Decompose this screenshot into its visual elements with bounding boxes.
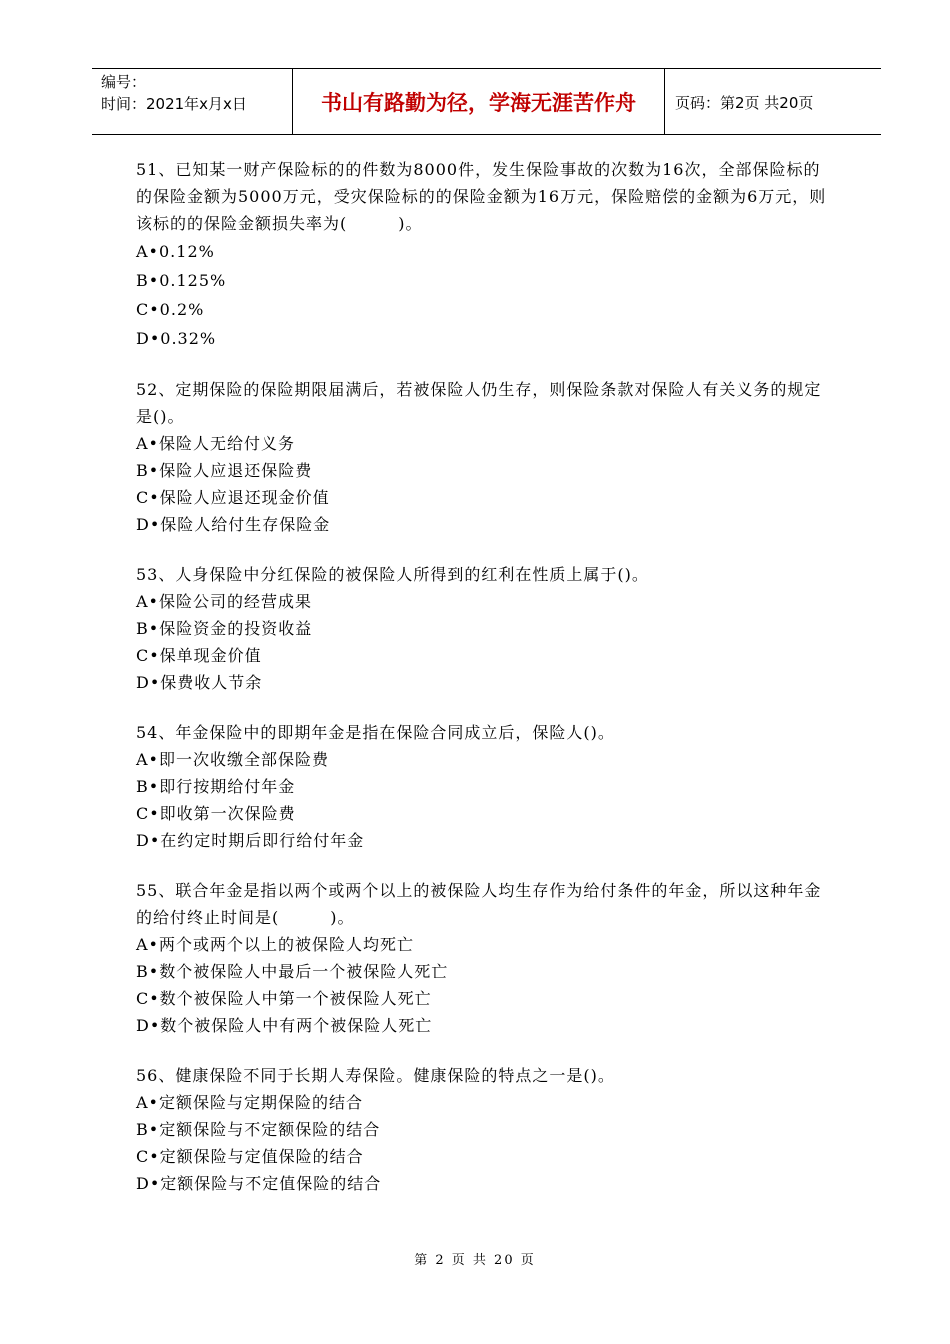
option-b: B•即行按期给付年金 [136, 777, 296, 796]
option-c: C•即收第一次保险费 [136, 804, 296, 823]
option-d: D•0.32% [136, 329, 217, 348]
question-55 [136, 877, 836, 1039]
header-meta [92, 69, 293, 135]
option-d: D•保费收人节余 [136, 673, 263, 692]
option-b: B•0.125% [136, 271, 227, 290]
option-a: A•0.12% [136, 242, 215, 261]
option-d: D•数个被保险人中有两个被保险人死亡 [136, 1016, 433, 1035]
option-a: A•即一次收缴全部保险费 [136, 750, 329, 769]
question-stem: 54、年金保险中的即期年金是指在保险合同成立后，保险人()。 [136, 723, 615, 742]
option-b: B•保险人应退还保险费 [136, 461, 313, 480]
option-c: C•保单现金价值 [136, 646, 262, 665]
question-stem: 53、人身保险中分红保险的被保险人所得到的红利在性质上属于()。 [136, 565, 649, 584]
option-a: A•保险人无给付义务 [136, 434, 295, 453]
question-52 [136, 376, 836, 538]
question-53 [136, 561, 836, 696]
option-c: C•保险人应退还现金价值 [136, 488, 330, 507]
option-a: A•两个或两个以上的被保险人均死亡 [136, 935, 414, 954]
option-c: C•数个被保险人中第一个被保险人死亡 [136, 989, 432, 1008]
header-motto: 书山有路勤为径，学海无涯苦作舟 [293, 69, 665, 135]
question-list [136, 156, 836, 1220]
option-c: C•定额保险与定值保险的结合 [136, 1147, 364, 1166]
question-56 [136, 1062, 836, 1197]
question-51 [136, 156, 836, 353]
number-label: 编号： [101, 73, 147, 91]
question-stem: 51、已知某一财产保险标的的件数为8000件，发生保险事故的次数为16次，全部保险标的的保险金额为5000万元，受灾保险标的的保险金额为16万元，保险赔偿的金额为6万元，则该标的的保险金额损失率为( )。 [136, 160, 827, 233]
option-b: B•定额保险与不定额保险的结合 [136, 1120, 381, 1139]
page-header [92, 68, 881, 135]
question-stem: 52、定期保险的保险期限届满后，若被保险人仍生存，则保险条款对保险人有关义务的规定是()。 [136, 380, 822, 426]
question-stem: 56、健康保险不同于长期人寿保险。健康保险的特点之一是()。 [136, 1066, 615, 1085]
option-d: D•保险人给付生存保险金 [136, 515, 331, 534]
question-stem: 55、联合年金是指以两个或两个以上的被保险人均生存作为给付条件的年金，所以这种年金的给付终止时间是( )。 [136, 881, 822, 927]
question-54 [136, 719, 836, 854]
option-c: C•0.2% [136, 300, 205, 319]
page-footer: 第 2 页 共 20 页 [414, 1253, 536, 1268]
option-d: D•在约定时期后即行给付年金 [136, 831, 365, 850]
time-label: 时间：2021年x月x日 [101, 95, 247, 113]
option-a: A•定额保险与定期保险的结合 [136, 1093, 363, 1112]
option-d: D•定额保险与不定值保险的结合 [136, 1174, 382, 1193]
option-b: B•数个被保险人中最后一个被保险人死亡 [136, 962, 449, 981]
option-b: B•保险资金的投资收益 [136, 619, 313, 638]
header-page-info: 页码：第2页 共20页 [675, 93, 814, 112]
option-a: A•保险公司的经营成果 [136, 592, 312, 611]
